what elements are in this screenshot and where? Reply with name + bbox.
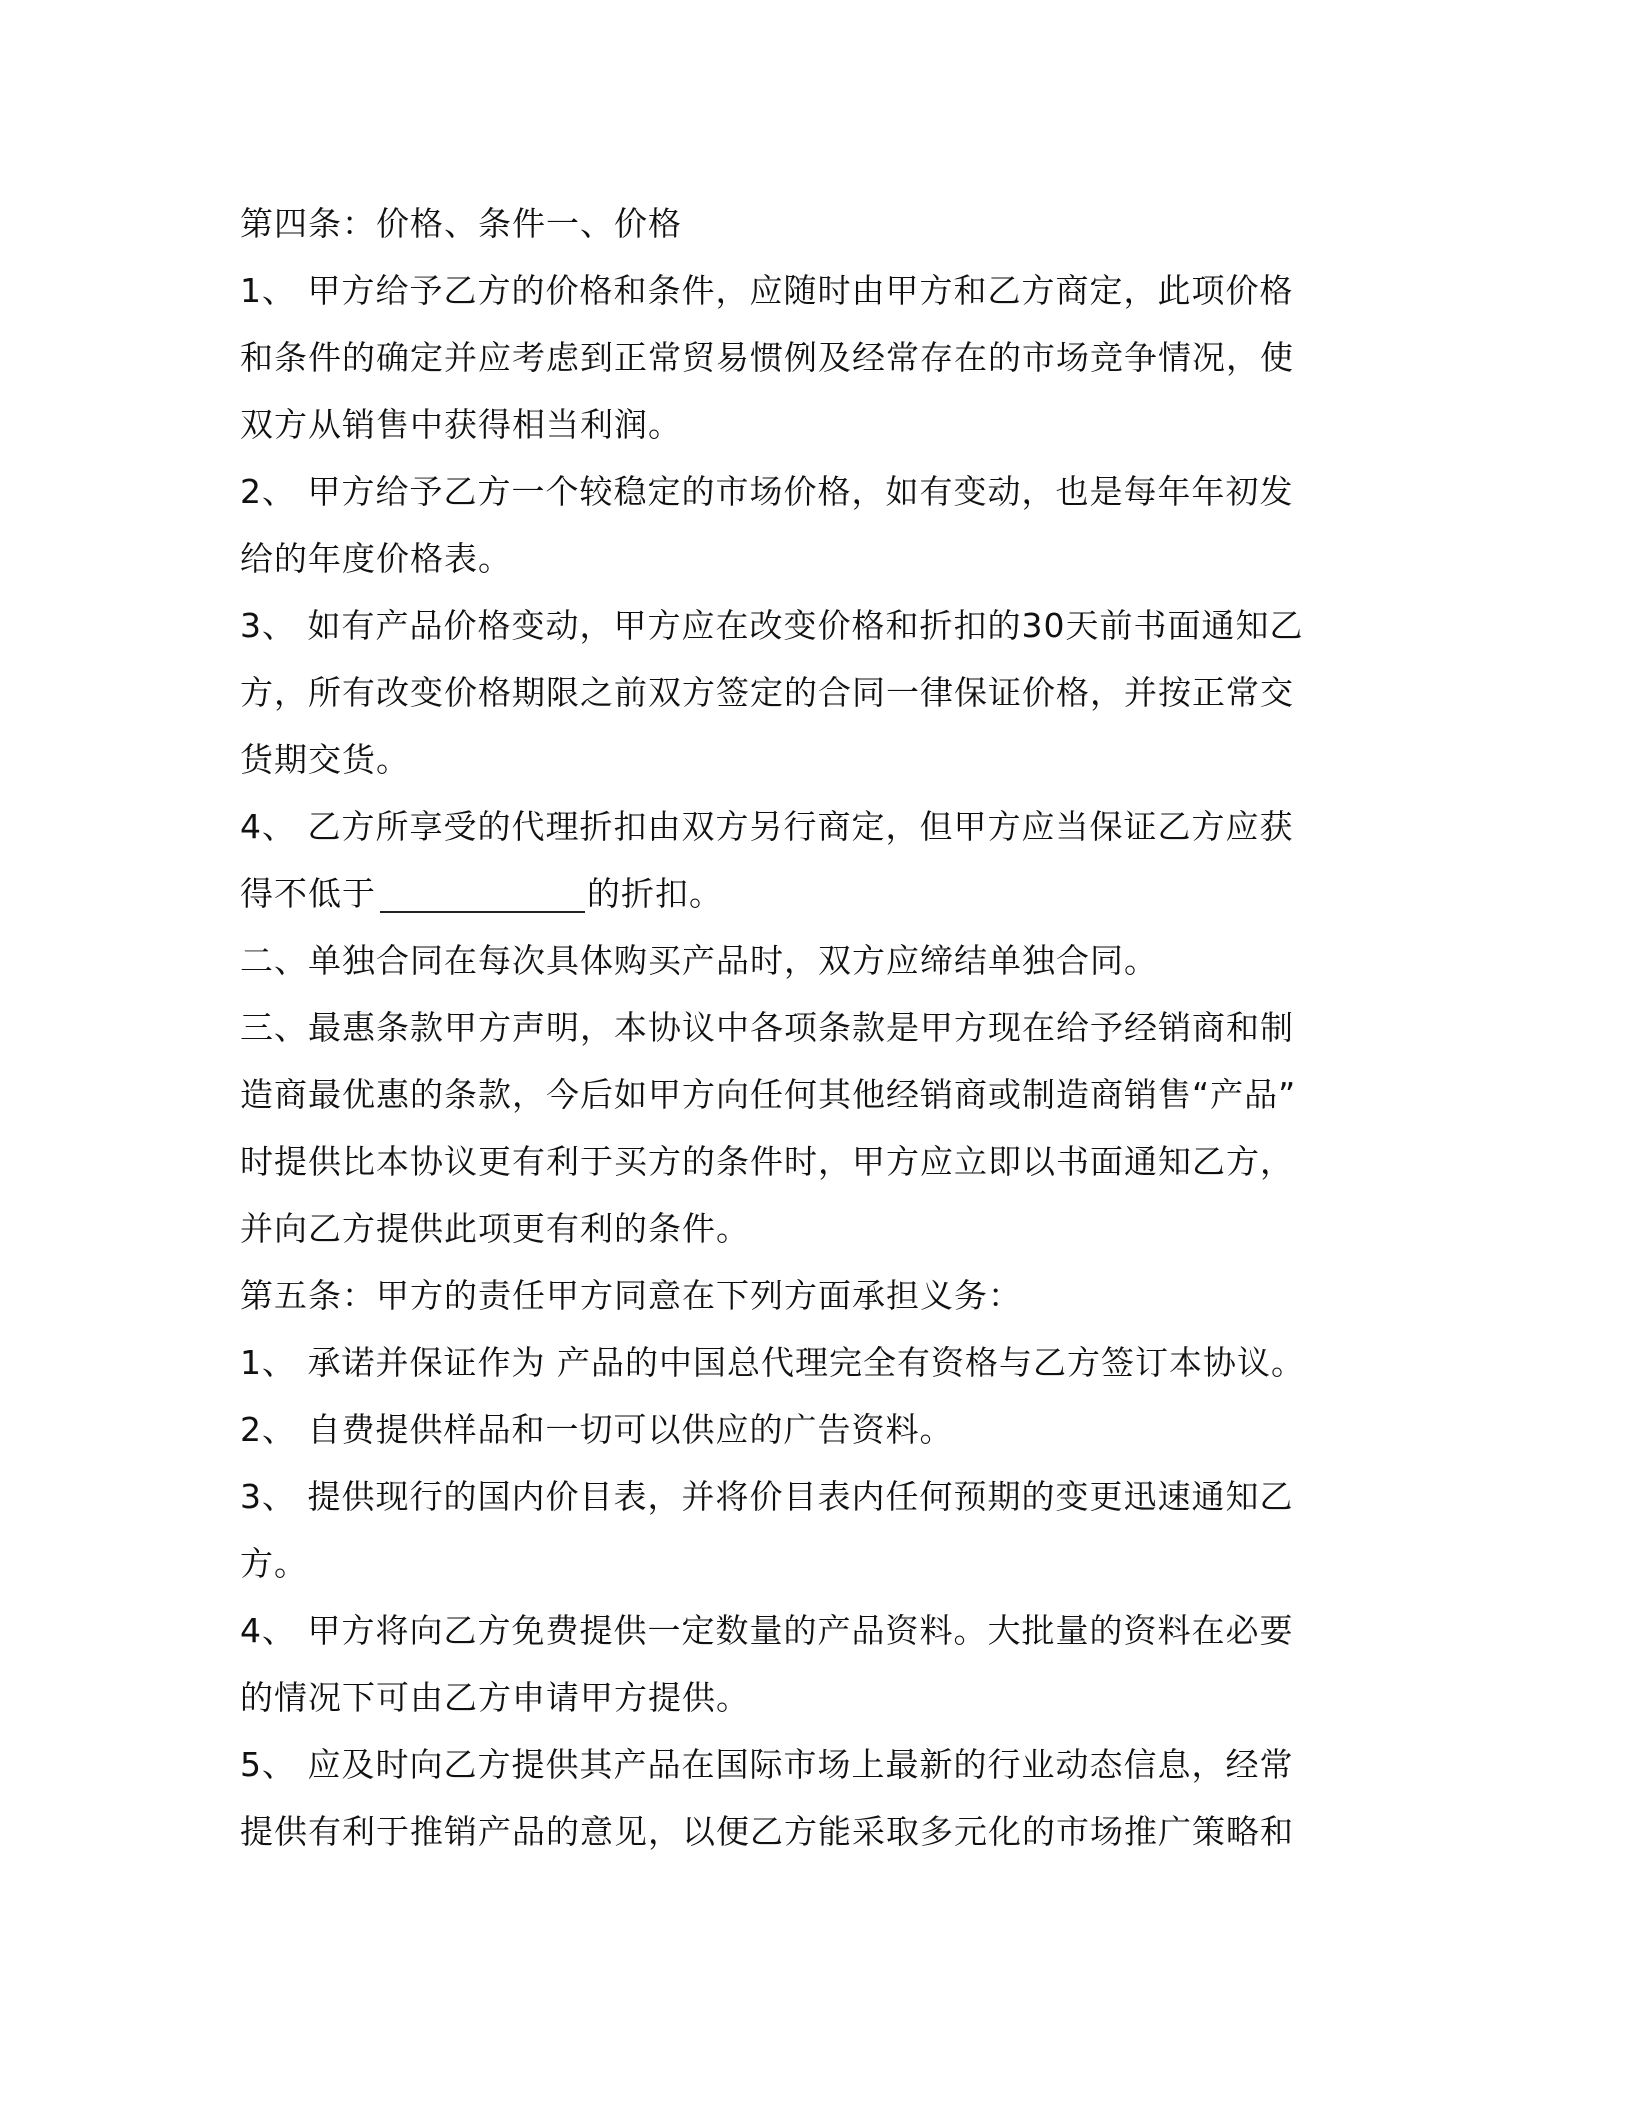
text-line: 时提供比本协议更有利于买方的条件时，甲方应立即以书面通知乙方，	[240, 1142, 1294, 1181]
document-body	[240, 190, 1390, 1865]
text-line: 5、 应及时向乙方提供其产品在国际市场上最新的行业动态信息，经常	[240, 1745, 1294, 1784]
text-line: 和条件的确定并应考虑到正常贸易惯例及经常存在的市场竞争情况，使	[240, 338, 1294, 377]
text-line: 方，所有改变价格期限之前双方签定的合同一律保证价格，并按正常交	[240, 673, 1294, 712]
discount-text-after: 的折扣。	[587, 874, 723, 913]
text-line: 二、单独合同在每次具体购买产品时，双方应缔结单独合同。	[240, 941, 1158, 980]
text-line: 1、 承诺并保证作为 产品的中国总代理完全有资格与乙方签订本协议。	[240, 1343, 1305, 1382]
discount-blank-field[interactable]	[380, 867, 585, 913]
text-line: 2、 甲方给予乙方一个较稳定的市场价格，如有变动，也是每年年初发	[240, 472, 1294, 511]
discount-text-before: 得不低于	[240, 874, 376, 913]
article-4-heading: 第四条：价格、条件一、价格	[240, 204, 682, 243]
text-line: 3、 如有产品价格变动，甲方应在改变价格和折扣的30天前书面通知乙	[240, 606, 1304, 645]
text-line: 并向乙方提供此项更有利的条件。	[240, 1209, 750, 1248]
discount-line	[240, 860, 1390, 927]
text-line: 4、 乙方所享受的代理折扣由双方另行商定，但甲方应当保证乙方应获	[240, 807, 1294, 846]
text-line: 3、 提供现行的国内价目表，并将价目表内任何预期的变更迅速通知乙	[240, 1477, 1294, 1516]
article-5-heading: 第五条：甲方的责任甲方同意在下列方面承担义务：	[240, 1276, 1022, 1315]
text-line: 给的年度价格表。	[240, 539, 512, 578]
text-line: 2、 自费提供样品和一切可以供应的广告资料。	[240, 1410, 954, 1449]
text-line: 1、 甲方给予乙方的价格和条件，应随时由甲方和乙方商定，此项价格	[240, 271, 1294, 310]
text-line: 提供有利于推销产品的意见，以便乙方能采取多元化的市场推广策略和	[240, 1812, 1294, 1851]
text-line: 双方从销售中获得相当利润。	[240, 405, 682, 444]
text-line: 4、 甲方将向乙方免费提供一定数量的产品资料。大批量的资料在必要	[240, 1611, 1294, 1650]
text-line: 货期交货。	[240, 740, 410, 779]
text-line: 三、最惠条款甲方声明，本协议中各项条款是甲方现在给予经销商和制	[240, 1008, 1294, 1047]
text-line: 造商最优惠的条款，今后如甲方向任何其他经销商或制造商销售“产品”	[240, 1075, 1297, 1114]
text-line: 方。	[240, 1544, 308, 1583]
text-line: 的情况下可由乙方申请甲方提供。	[240, 1678, 750, 1717]
